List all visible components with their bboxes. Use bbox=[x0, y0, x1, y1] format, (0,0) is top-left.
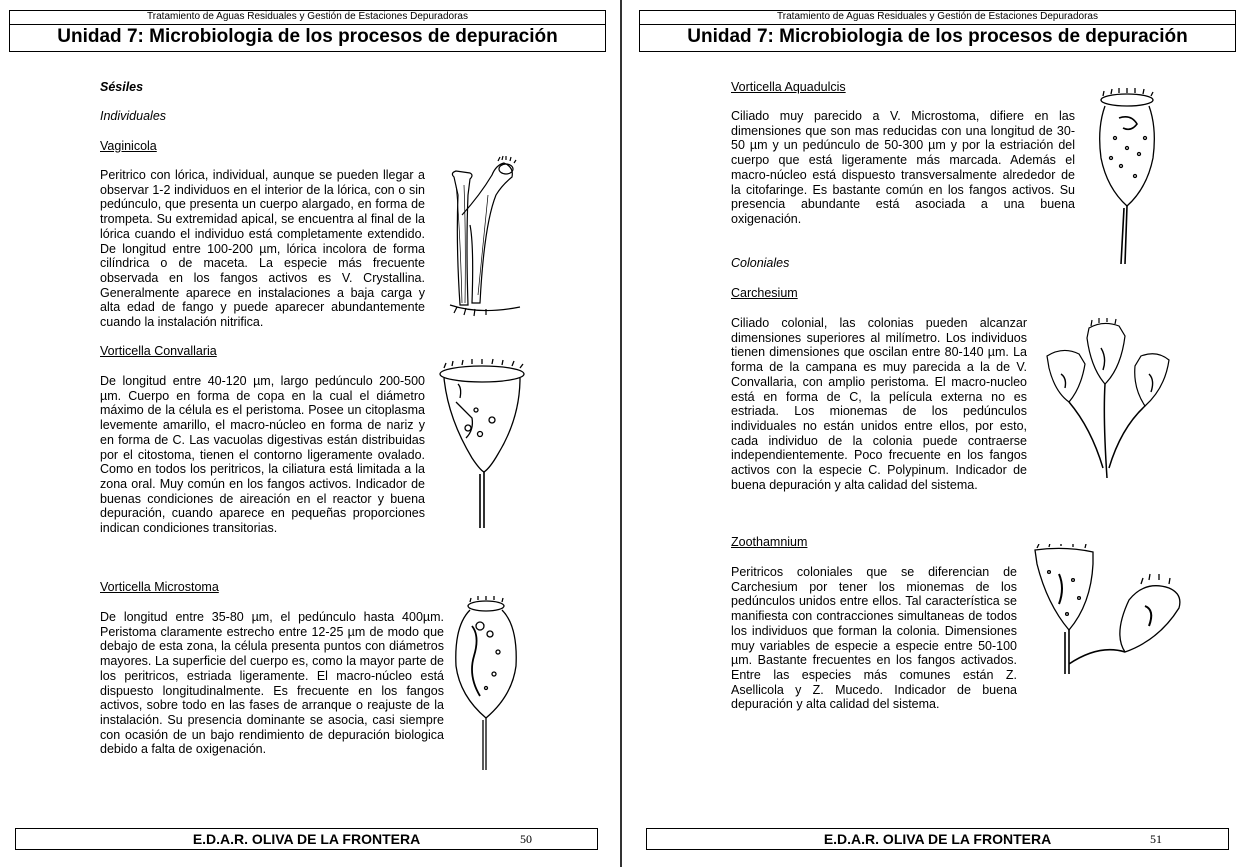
vorticella-aquadulcis-illustration bbox=[1091, 88, 1163, 268]
vorticella-convallaria-illustration bbox=[432, 358, 532, 533]
header-course-title: Tratamiento de Aguas Residuales y Gestión de Estaciones Depuradoras bbox=[639, 10, 1236, 24]
vaginicola-illustration bbox=[440, 155, 530, 323]
species-text-zoothamnium: Peritricos coloniales que se diferencian de Carchesium por tener los mionemas de los pedúnculos unidos entre ellos. Tal característica se manifiesta con contracciones simultaneas de todos los individuos que forman la colonia. Dimensiones muy variables de especie a especie entre 50-100 µm. Bastante frecuentes en los fangos activados. Entre las especies más comunes están Z. Asellicola y Z. Mucedo. Indicador de buena depuración y alta calidad del sistema. bbox=[731, 565, 1017, 712]
page-divider bbox=[620, 0, 622, 867]
footer-title: E.D.A.R. OLIVA DE LA FRONTERA bbox=[823, 831, 1052, 847]
zoothamnium-illustration bbox=[1029, 544, 1189, 690]
page-title: Unidad 7: Microbiologia de los procesos de depuración bbox=[9, 24, 606, 52]
species-text-convallaria: De longitud entre 40-120 µm, largo pedúnculo 200-500 µm. Cuerpo en forma de copa en la cual el diámetro máximo de la célula es el peristoma. Posee un citoplasma levemente amarillo, el macro-núcleo en forma de nariz y en forma de C. Las vacuolas digestivas están distribuidas por el citostoma, tienen el contorno ligeramente ovalado. Como en todos los peritricos, la ciliatura está limitada a la zona oral. Muy común en los fangos activos. Indicador de buenas condiciones de aireación en el reactor y buena depuración, cuando aparece en pequeñas proporciones indican condiciones transitorias. bbox=[100, 374, 425, 536]
page-title: Unidad 7: Microbiologia de los procesos de depuración bbox=[639, 24, 1236, 52]
page-footer bbox=[15, 828, 598, 850]
species-text-aquadulcis: Ciliado muy parecido a V. Microstoma, difiere en las dimensiones que son mas reducidas con una longitud de 30-50 µm y un pedúnculo de 50-300 µm y por la estriación del cuerpo que está ligeramente más marcada. Además el macro-núcleo está dispuesto transversalmente alrededor de la citofaringe. Es bastante común en los fangos activos. Su presencia abundante está asociada a una buena oxigenación. bbox=[731, 109, 1075, 226]
species-title-aquadulcis: Vorticella Aquadulcis bbox=[731, 80, 846, 94]
species-title-zoothamnium: Zoothamnium bbox=[731, 535, 808, 549]
carchesium-illustration bbox=[1041, 318, 1173, 480]
species-text-vaginicola: Peritrico con lórica, individual, aunque se pueden llegar a observar 1-2 individuos en el interior de la lórica, con o sin pedúnculo, que presenta un cuerpo alargado, en forma de trompeta. Su extremidad apical, se encuentra al final de la lórica cuando el individuo está completamente extendido. De longitud entre 100-200 µm, lórica incolora de forma cilíndrica o de maceta. La especie más frecuente observada en los fangos activos es V. Crystallina. Generalmente aparece en instalaciones a baja carga y alta edad de fango y puede aparecer abundantemente cuando la instalación nitrifica. bbox=[100, 168, 425, 330]
species-text-microstoma: De longitud entre 35-80 µm, el pedúnculo hasta 400µm. Peristoma claramente estrecho entre 12-25 µm de modo que debajo de esta zona, la célula presenta puntos con diámetros mayores. La superficie del cuerpo es, como la mayor parte de los peritricos, estriada ligeramente. El macro-núcleo está dispuesto longitudinalmente. Es frecuente en los fangos activos, sobre todo en las fases de arranque o reajuste de la instalación. Su presencia dominante se asocia, casi siempre con ocasión de un bajo rendimiento de depuración biologica debido a falta de oxigenación. bbox=[100, 610, 444, 757]
vorticella-microstoma-illustration bbox=[450, 596, 522, 772]
subsection-heading-coloniales: Coloniales bbox=[731, 256, 790, 270]
footer-title: E.D.A.R. OLIVA DE LA FRONTERA bbox=[192, 831, 421, 847]
subsection-heading-individuales: Individuales bbox=[100, 109, 167, 123]
page-number: 50 bbox=[520, 832, 532, 846]
section-heading-sesiles: Sésiles bbox=[100, 80, 144, 94]
species-title-microstoma: Vorticella Microstoma bbox=[100, 580, 219, 594]
header-course-title: Tratamiento de Aguas Residuales y Gestión de Estaciones Depuradoras bbox=[9, 10, 606, 24]
page-number: 51 bbox=[1150, 832, 1162, 846]
species-title-carchesium: Carchesium bbox=[731, 286, 798, 300]
page-footer bbox=[646, 828, 1229, 850]
page-50 bbox=[0, 0, 620, 867]
species-title-vaginicola: Vaginicola bbox=[100, 139, 157, 153]
species-title-convallaria: Vorticella Convallaria bbox=[100, 344, 217, 358]
page-51 bbox=[623, 0, 1245, 867]
species-text-carchesium: Ciliado colonial, las colonias pueden alcanzar dimensiones superiores al milímetro. Los individuos tienen dimensiones que oscilan entre 80-140 µm. La forma de la campana es muy parecida a la de V. Convallaria, con amplio peristoma. El macro-nucleo está en forma de C, la película externa no es estriada. Los mionemas de los pedúnculos individuales no están unidos entre ellos, por esto, cada individuo de la colonia puede contraerse independientemente. Poco frecuente en los fangos activos con la especie C. Polypinum. Indicador de buena depuración y alta calidad del sistema. bbox=[731, 316, 1027, 492]
